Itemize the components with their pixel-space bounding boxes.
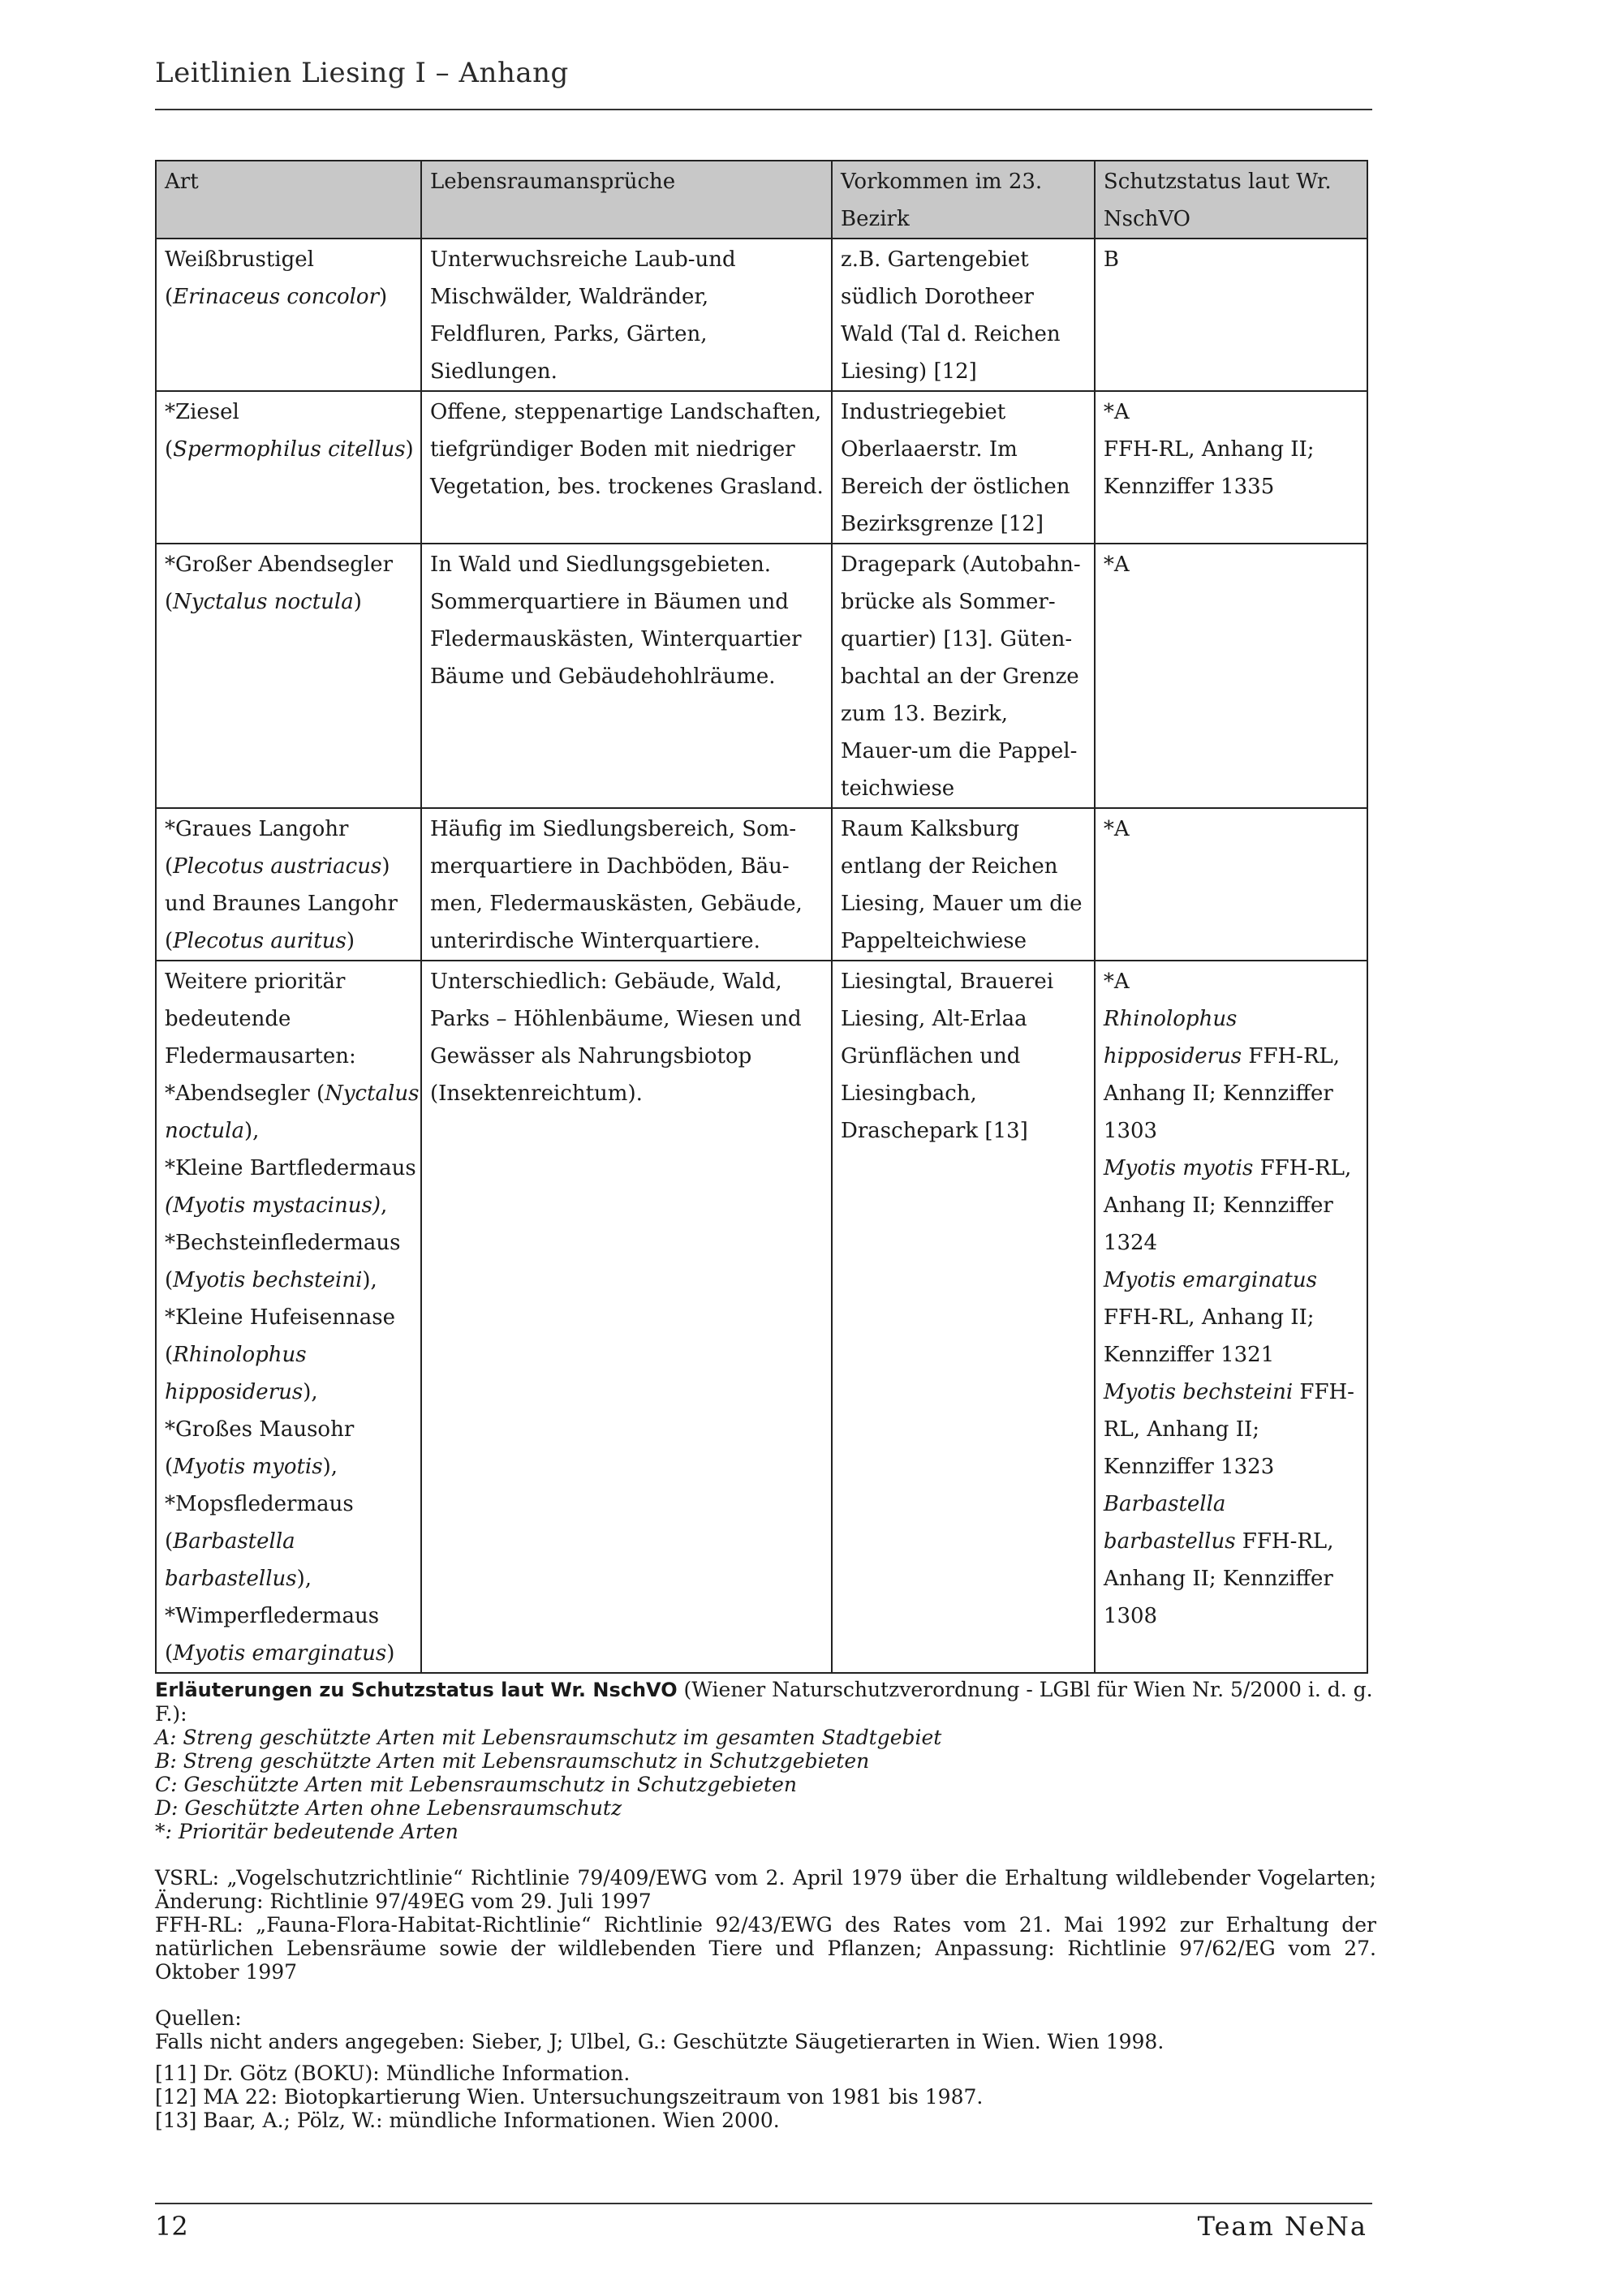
species-table — [155, 160, 1368, 1674]
ffh-note: FFH-RL: „Fauna-Flora-Habitat-Richtlinie“ Richtlinie 92/43/EWG des Rates vom 21. Mai 1992 zur Erhaltung der natürlichen Lebensräume sowie der wildlebenden Tiere und Pflanzen; Anpassung: Richtlinie 97/62/EG vom 27. Oktober 1997 — [155, 1913, 1376, 1984]
page-number: 12 — [155, 2211, 188, 2242]
legend-heading: Erläuterungen zu Schutzstatus laut Wr. NschVO (Wiener Naturschutzverordnung - LGBl für Wien Nr. 5/2000 i. d. g. F.): — [155, 1678, 1373, 1726]
cell-schutzstatus: *A Rhinolophus hipposiderus FFH-RL, Anhang II; Kennziffer 1303 Myotis myotis FFH-RL, Anhang II; Kennziffer 1324 Myotis emarginatus FFH-RL, Anhang II; Kennziffer 1321 Myotis bechsteini FFH- RL, Anhang II; Kennziffer 1323 Barbastella barbastellus FFH-RL, Anhang II; Kennziffer 1308 — [1095, 961, 1367, 1673]
sources-default: Falls nicht anders angegeben: Sieber, J; Ulbel, G.: Geschützte Säugetierarten in Wien. Wien 1998. — [155, 2030, 1165, 2053]
page-header — [155, 54, 1372, 110]
header-schutzstatus: Schutzstatus laut Wr. NschVO — [1095, 161, 1367, 239]
header-lebensraum: Lebensraumansprüche — [421, 161, 832, 239]
reference-item: [12] MA 22: Biotopkartierung Wien. Untersuchungszeitraum von 1981 bis 1987. — [155, 2085, 984, 2109]
vsrl-note: VSRL: „Vogelschutzrichtlinie“ Richtlinie 79/409/EWG vom 2. April 1979 über die Erhaltung wildlebender Vogelarten; Änderung: Richtlinie 97/49EG vom 29. Juli 1997 — [155, 1866, 1376, 1913]
legend-item: C: Geschützte Arten mit Lebensraumschutz in Schutzgebieten — [155, 1773, 798, 1796]
cell-art: Weißbrustigel (Erinaceus concolor) — [156, 239, 421, 391]
cell-art: *Großer Abendsegler (Nyctalus noctula) — [156, 544, 421, 808]
cell-lebensraum: In Wald und Siedlungsgebieten. Sommerquartiere in Bäumen und Fledermauskästen, Winterquartier Bäume und Gebäudehohlräume. — [421, 544, 832, 808]
table-body — [156, 239, 1367, 1673]
legend-list — [155, 1726, 1376, 1843]
footer-team: Team NeNa — [1197, 2211, 1367, 2242]
cell-schutzstatus: B — [1095, 239, 1367, 391]
legend-item: B: Streng geschützte Arten mit Lebensraumschutz in Schutzgebieten — [155, 1749, 870, 1773]
header-vorkommen: Vorkommen im 23. Bezirk — [832, 161, 1095, 239]
legend-item: A: Streng geschützte Arten mit Lebensraumschutz im gesamten Stadtgebiet — [155, 1726, 942, 1749]
cell-lebensraum: Häufig im Siedlungsbereich, Som- merquartiere in Dachböden, Bäu- men, Fledermauskästen, Gebäude, unterirdische Winterquartiere. — [421, 808, 832, 961]
table-row — [156, 391, 1367, 544]
sources-label: Quellen: — [155, 2006, 242, 2030]
cell-schutzstatus: *A FFH-RL, Anhang II; Kennziffer 1335 — [1095, 391, 1367, 544]
cell-art: Weitere prioritär bedeutende Fledermausarten: *Abendsegler (Nyctalus noctula), *Kleine Bartfledermaus (Myotis mystacinus), *Bechsteinfledermaus (Myotis bechsteini), *Kleine Hufeisennase (Rhinolophus hipposiderus), *Großes Mausohr (Myotis myotis), *Mopsfledermaus (Barbastella barbastellus), *Wimperfledermaus (Myotis emarginatus) — [156, 961, 421, 1673]
cell-art: *Ziesel (Spermophilus citellus) — [156, 391, 421, 544]
cell-lebensraum: Offene, steppenartige Landschaften, tiefgründiger Boden mit niedriger Vegetation, bes. trockenes Grasland. — [421, 391, 832, 544]
header-art: Art — [156, 161, 421, 239]
page-footer — [155, 2203, 1372, 2242]
table-row — [156, 544, 1367, 808]
cell-lebensraum: Unterwuchsreiche Laub-und Mischwälder, Waldränder, Feldfluren, Parks, Gärten, Siedlungen. — [421, 239, 832, 391]
table-row — [156, 961, 1367, 1673]
table-header-row — [156, 161, 1367, 239]
cell-lebensraum: Unterschiedlich: Gebäude, Wald, Parks – Höhlenbäume, Wiesen und Gewässer als Nahrungsbiotop (Insektenreichtum). — [421, 961, 832, 1673]
notes-section — [155, 1678, 1376, 2132]
table-row — [156, 808, 1367, 961]
legend-item: D: Geschützte Arten ohne Lebensraumschutz — [155, 1796, 622, 1820]
cell-vorkommen: Raum Kalksburg entlang der Reichen Liesing, Mauer um die Pappelteichwiese — [832, 808, 1095, 961]
cell-vorkommen: z.B. Gartengebiet südlich Dorotheer Wald (Tal d. Reichen Liesing) [12] — [832, 239, 1095, 391]
cell-schutzstatus: *A — [1095, 544, 1367, 808]
legend-item: *: Prioritär bedeutende Arten — [155, 1820, 458, 1843]
cell-art: *Graues Langohr (Plecotus austriacus) und Braunes Langohr (Plecotus auritus) — [156, 808, 421, 961]
reference-item: [13] Baar, A.; Pölz, W.: mündliche Informationen. Wien 2000. — [155, 2109, 780, 2132]
table-row — [156, 239, 1367, 391]
document-title: Leitlinien Liesing I – Anhang — [155, 57, 569, 89]
cell-vorkommen: Industriegebiet Oberlaaerstr. Im Bereich der östlichen Bezirksgrenze [12] — [832, 391, 1095, 544]
cell-vorkommen: Liesingtal, Brauerei Liesing, Alt-Erlaa Grünflächen und Liesingbach, Draschepark [13] — [832, 961, 1095, 1673]
cell-schutzstatus: *A — [1095, 808, 1367, 961]
reference-item: [11] Dr. Götz (BOKU): Mündliche Information. — [155, 2062, 631, 2085]
cell-vorkommen: Dragepark (Autobahn- brücke als Sommer- quartier) [13]. Güten- bachtal an der Grenze zum 13. Bezirk, Mauer-um die Pappel- teichwiese — [832, 544, 1095, 808]
